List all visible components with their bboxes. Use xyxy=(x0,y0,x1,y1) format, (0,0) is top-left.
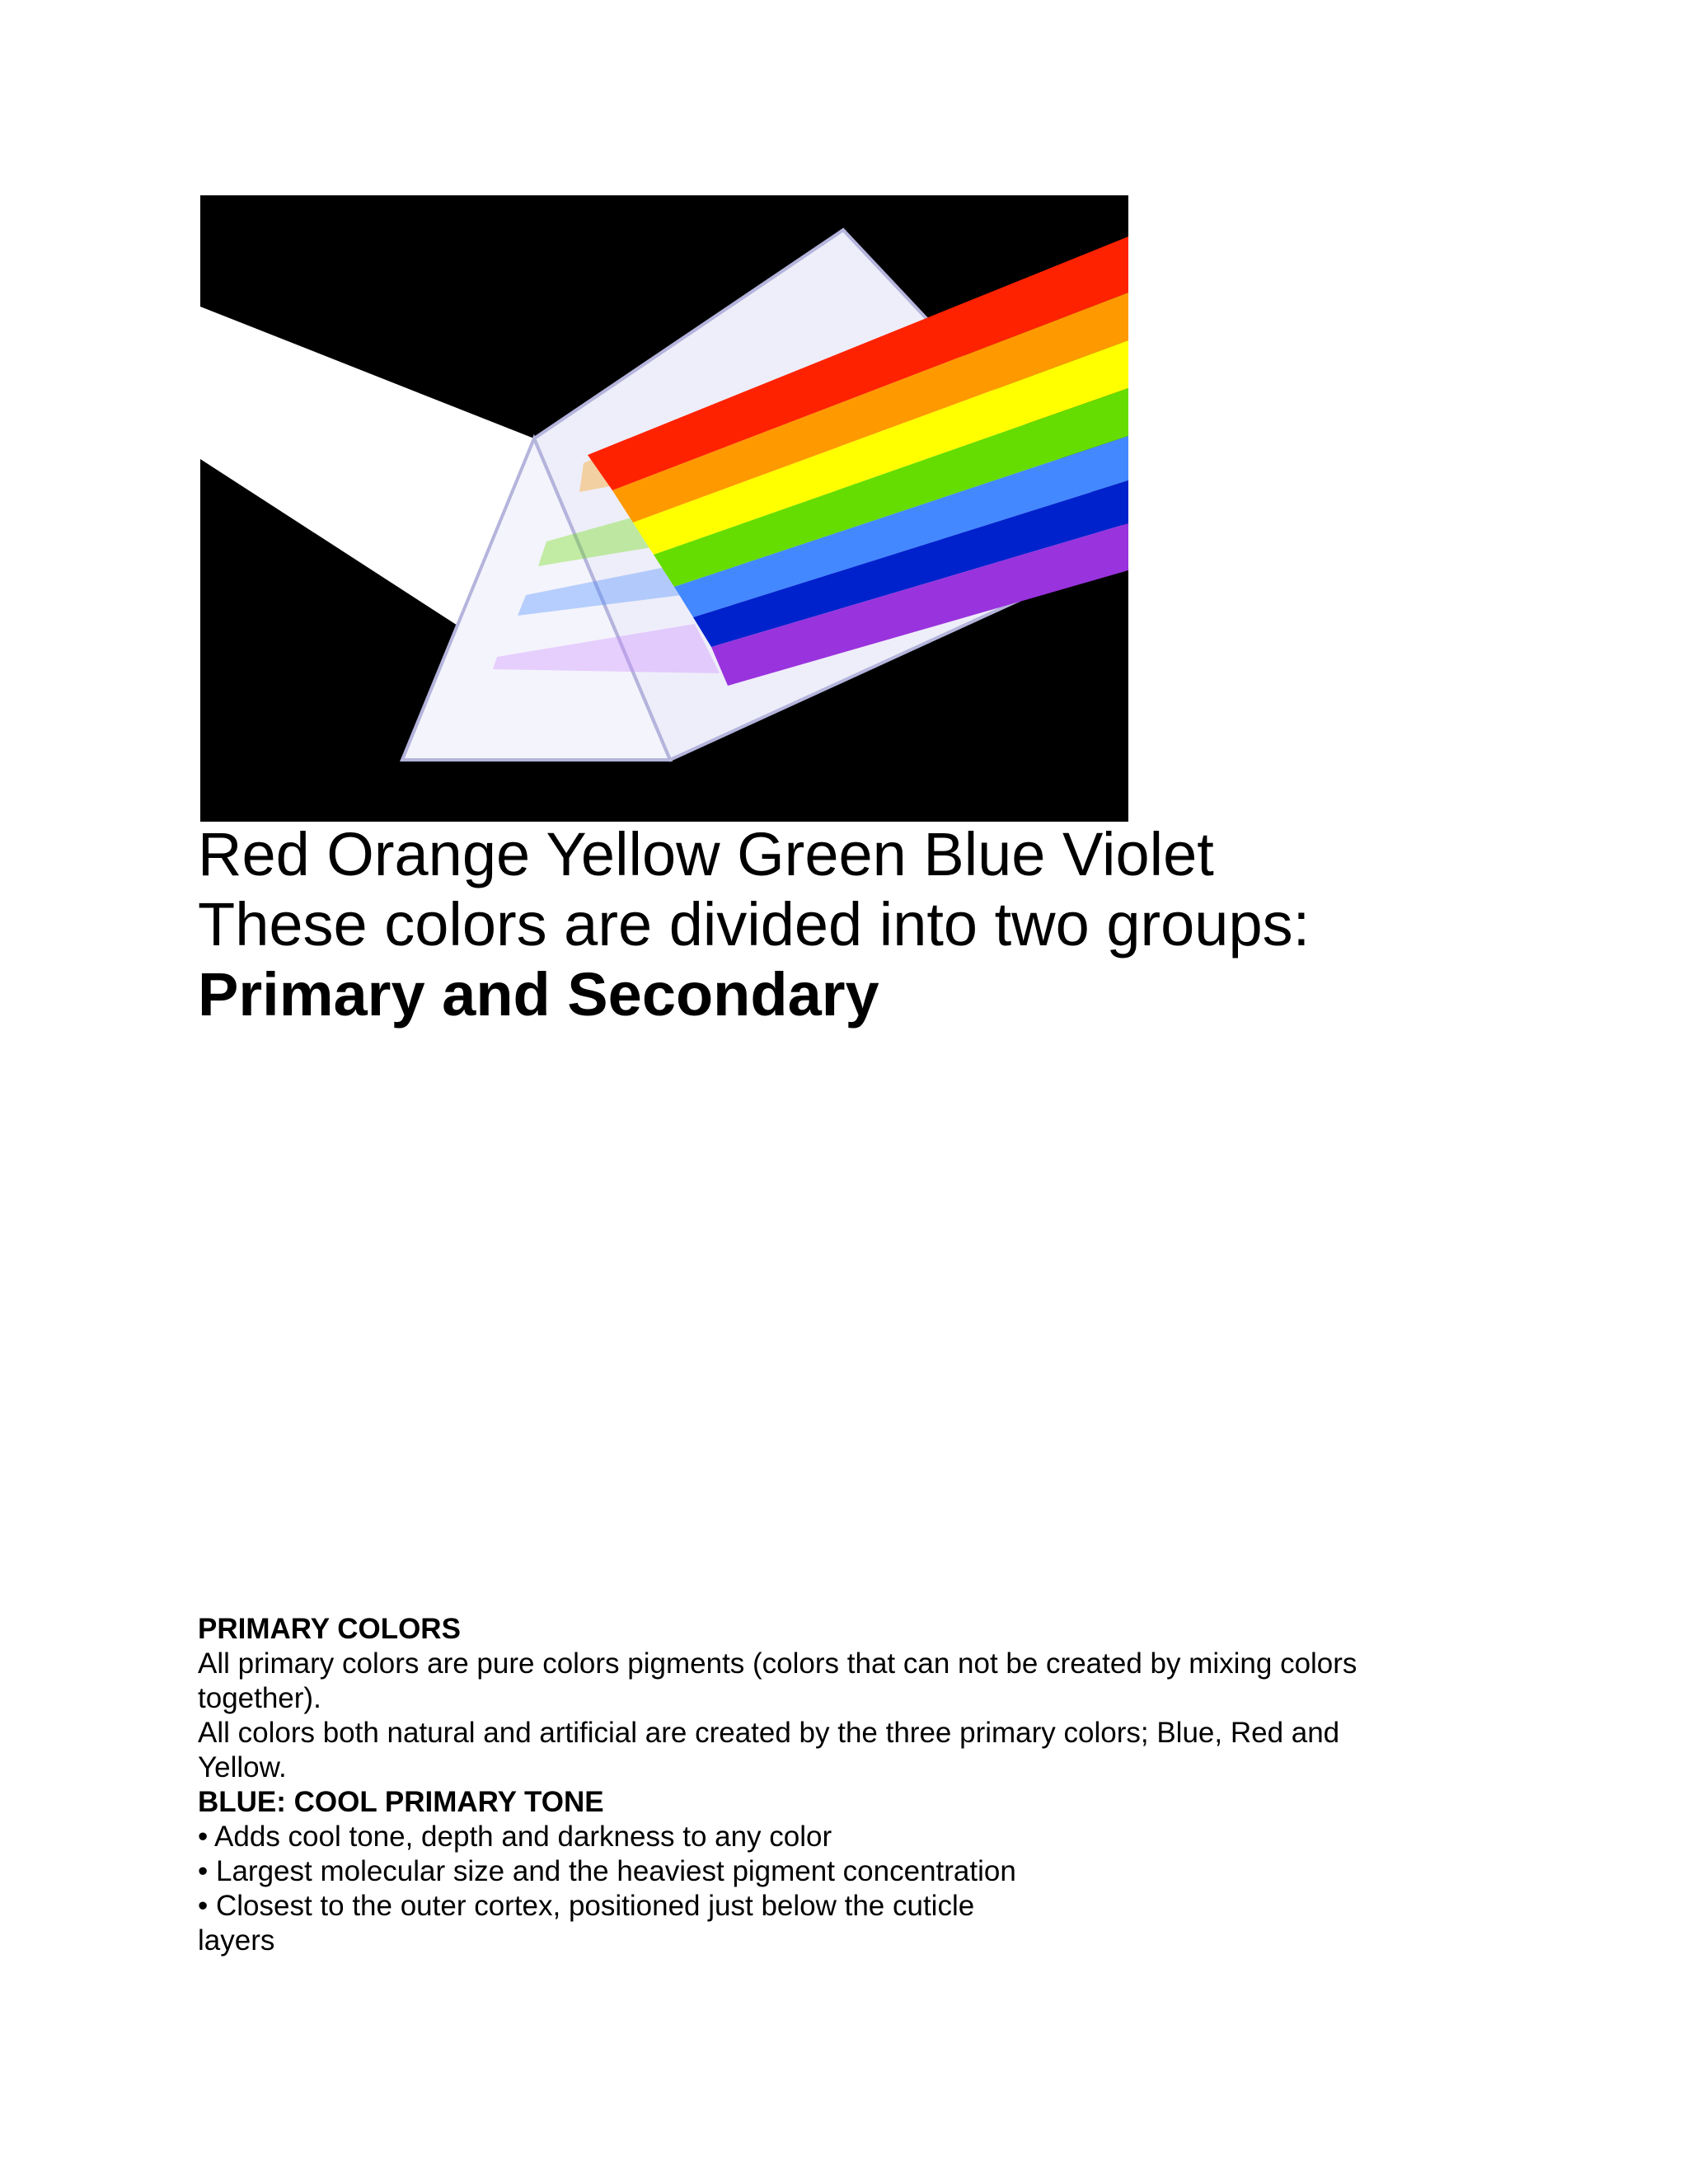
primary-para1-line1: All primary colors are pure colors pigments (colors that can not be created by mixing colors xyxy=(198,1647,1357,1680)
primary-colors-section xyxy=(198,1612,1484,1958)
color-list-line: Red Orange Yellow Green Blue Violet xyxy=(198,820,1214,888)
prism-light-spectrum-illustration xyxy=(200,195,1128,822)
blue-bullet-continuation: layers xyxy=(198,1924,275,1957)
primary-para1-line2: together). xyxy=(198,1682,321,1714)
primary-para2-line1: All colors both natural and artificial are created by the three primary colors; Blue, Red and xyxy=(198,1717,1340,1749)
blue-bullet-item: • Closest to the outer cortex, positioned just below the cuticle xyxy=(198,1890,975,1922)
groups-intro-line: These colors are divided into two groups: xyxy=(198,890,1311,958)
primary-colors-heading: PRIMARY COLORS xyxy=(198,1613,461,1645)
primary-para2-line2: Yellow. xyxy=(198,1751,287,1783)
blue-bullet-item: • Largest molecular size and the heaviest pigment concentration xyxy=(198,1855,1016,1887)
blue-bullet-item: • Adds cool tone, depth and darkness to any color xyxy=(198,1821,832,1853)
blue-tone-heading: BLUE: COOL PRIMARY TONE xyxy=(198,1786,604,1818)
groups-title: Primary and Secondary xyxy=(198,960,879,1029)
